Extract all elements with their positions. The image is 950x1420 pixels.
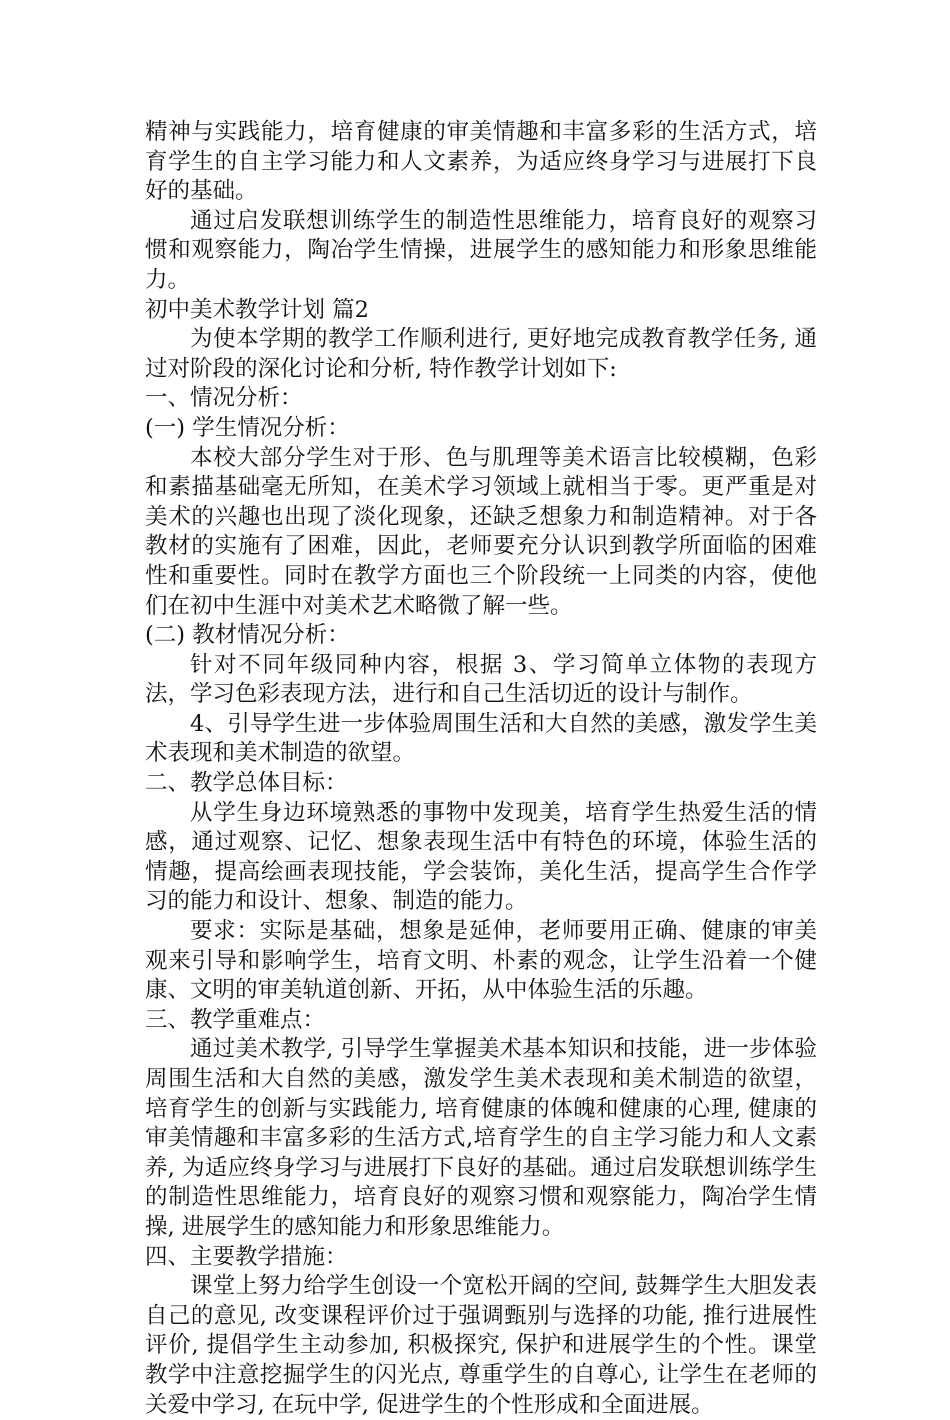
- section-title-plan-2: 初中美术教学计划 篇2: [145, 296, 369, 323]
- heading-textbook-analysis: (二) 教材情况分析：: [145, 622, 350, 649]
- heading-student-analysis: (一) 学生情况分析：: [145, 414, 350, 441]
- paragraph-association-training: 通过启发联想训练学生的制造性思维能力，培育良好的观察习惯和观察能力，陶冶学生情操，进展学生的感知能力和形象思维能力。: [145, 207, 817, 293]
- document-body: [145, 118, 817, 1420]
- paragraph-overall-goals: 从学生身边环境熟悉的事物中发现美，培育学生热爱生活的情感，通过观察、记忆、想象表现生活中有特色的环境，体验生活的情趣，提高绘画表现技能，学会装饰，美化生活，提高学生合作学习的能力和设计、想象、制造的能力。: [145, 799, 817, 915]
- paragraph-intro-continued: 精神与实践能力，培育健康的审美情趣和丰富多彩的生活方式，培育学生的自主学习能力和人文素养，为适应终身学习与进展打下良好的基础。: [145, 119, 817, 205]
- paragraph-guide-students: 4、引导学生进一步体验周围生活和大自然的美感，激发学生美术表现和美术制造的欲望。: [145, 710, 817, 767]
- paragraph-main-measures: 课堂上努力给学生创设一个宽松开阔的空间, 鼓舞学生大胆发表自己的意见, 改变课程评价过于强调甄别与选择的功能, 推行进展性评价, 提倡学生主动参加, 积极探究, 保护和进展学生的个性。课堂教学中注意挖掘学生的闪光点, 尊重学生的自尊心, 让学生在老师的关爱中学习, 在玩中学, 促进学生的个性形成和全面进展。: [145, 1273, 817, 1418]
- heading-overall-goals: 二、教学总体目标：: [145, 770, 348, 797]
- heading-situation-analysis: 一、情况分析：: [145, 385, 303, 412]
- paragraph-key-difficulties: 通过美术教学, 引导学生掌握美术基本知识和技能，进一步体验周围生活和大自然的美感，激发学生美术表现和美术制造的欲望，培育学生的创新与实践能力, 培育健康的体魄和健康的心理, 健康的审美情趣和丰富多彩的生活方式,培育学生的自主学习能力和人文素养, 为适应终身学习与进展打下良好的基础。通过启发联想训练学生的制造性思维能力，培育良好的观察习惯和观察能力，陶冶学生情操, 进展学生的感知能力和形象思维能力。: [145, 1036, 817, 1240]
- heading-key-difficulties: 三、教学重难点：: [145, 1006, 326, 1033]
- paragraph-textbook-analysis: 针对不同年级同种内容，根据 3、学习简单立体物的表现方法，学习色彩表现方法，进行和自己生活切近的设计与制作。: [145, 651, 817, 708]
- paragraph-plan-intro: 为使本学期的教学工作顺利进行, 更好地完成教育教学任务, 通过对阶段的深化讨论和分析, 特作教学计划如下:: [145, 326, 817, 382]
- heading-main-measures: 四、主要教学措施：: [145, 1243, 348, 1270]
- paragraph-requirements: 要求：实际是基础，想象是延伸，老师要用正确、健康的审美观来引导和影响学生，培育文明、朴素的观念，让学生沿着一个健康、文明的审美轨道创新、开拓，从中体验生活的乐趣。: [145, 918, 817, 1004]
- paragraph-student-analysis: 本校大部分学生对于形、色与肌理等美术语言比较模糊，色彩和素描基础毫无所知，在美术学习领域上就相当于零。更严重是对美术的兴趣也出现了淡化现象，还缺乏想象力和制造精神。对于各教材的实施有了困难，因此，老师要充分认识到教学所面临的困难性和重要性。同时在教学方面也三个阶段统一上同类的内容，使他们在初中生涯中对美术艺术略微了解一些。: [145, 444, 817, 619]
